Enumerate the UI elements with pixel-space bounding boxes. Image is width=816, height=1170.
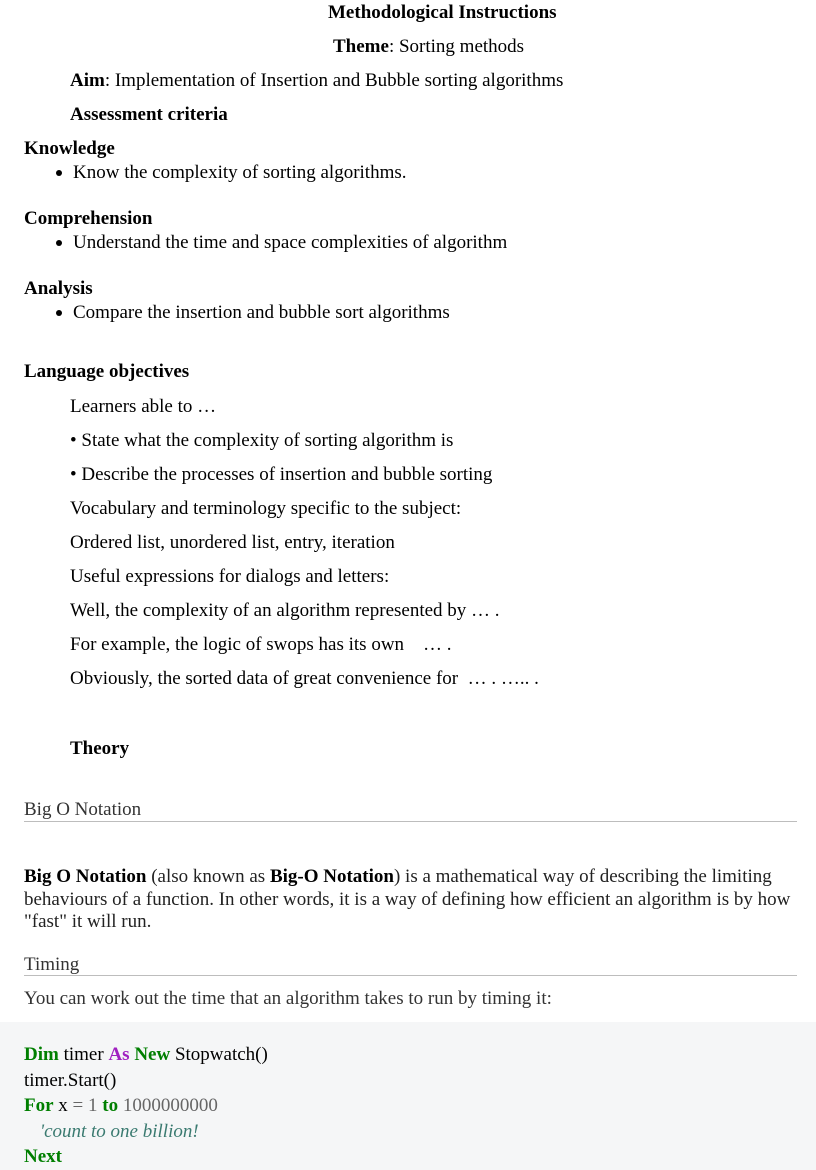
bullet-icon [56,310,62,316]
code-line [24,1044,268,1066]
code-text: x [53,1095,73,1116]
code-operator: = [72,1095,84,1116]
code-line [24,1095,218,1117]
comprehension-heading: Comprehension [24,208,153,229]
code-keyword: New [134,1044,171,1065]
aim-label: Aim [70,70,105,91]
analysis-item: Compare the insertion and bubble sort algorithms [73,302,450,323]
section-divider [24,821,797,822]
timing-text: You can work out the time that an algorithm takes to run by timing it: [24,988,552,1009]
code-keyword: Next [24,1146,62,1167]
timing-heading: Timing [24,954,80,975]
theory-heading: Theory [70,738,130,759]
language-line: Well, the complexity of an algorithm represented by … . [70,600,500,621]
language-line: Vocabulary and terminology specific to the subject: [70,498,462,519]
analysis-heading: Analysis [24,278,93,299]
assessment-heading: Assessment criteria [70,104,228,125]
code-keyword: Dim [24,1044,59,1065]
bigo-text: (also known as [146,866,270,887]
bigo-paragraph [24,866,804,934]
bullet-icon [56,240,62,246]
document-title: Methodological Instructions [328,2,557,23]
language-line: Obviously, the sorted data of great convenience for … . ….. . [70,668,539,689]
theme-label: Theme [333,36,389,57]
code-line: timer.Start() [24,1070,117,1091]
knowledge-item: Know the complexity of sorting algorithms. [73,162,407,183]
bigo-term-alt: Big-O Notation [269,866,394,887]
bigo-term: Big O Notation [24,866,147,887]
section-divider [24,975,797,976]
code-keyword: to [102,1095,119,1116]
language-heading: Language objectives [24,361,190,382]
language-line: Ordered list, unordered list, entry, iteration [70,532,395,553]
bigo-heading: Big O Notation [24,799,142,820]
knowledge-heading: Knowledge [24,138,115,159]
code-keyword: As [108,1044,130,1065]
aim-line [70,70,563,92]
theme-line [333,36,524,58]
aim-value: : Implementation of Insertion and Bubble sorting algorithms [104,70,564,91]
language-line: For example, the logic of swops has its own … . [70,634,452,655]
code-text: timer [58,1044,109,1065]
theme-value: : Sorting methods [388,36,525,57]
language-line: • Describe the processes of insertion and bubble sorting [70,464,493,485]
code-number: 1 [83,1095,103,1116]
code-number: 1000000000 [118,1095,218,1116]
bullet-icon [56,170,62,176]
language-line: • State what the complexity of sorting algorithm is [70,430,454,451]
language-line: Useful expressions for dialogs and letters: [70,566,390,587]
code-comment: 'count to one billion! [40,1121,199,1142]
bigo-text-rest: ) is a mathematical way of describing the limiting behaviours of a function. In other words, it is a way of defining how efficient an algorithm is by how "fast" it will run. [24,866,791,932]
comprehension-item: Understand the time and space complexities of algorithm [73,232,508,253]
language-line: Learners able to … [70,396,217,417]
code-text: Stopwatch() [170,1044,268,1065]
code-keyword: For [24,1095,54,1116]
